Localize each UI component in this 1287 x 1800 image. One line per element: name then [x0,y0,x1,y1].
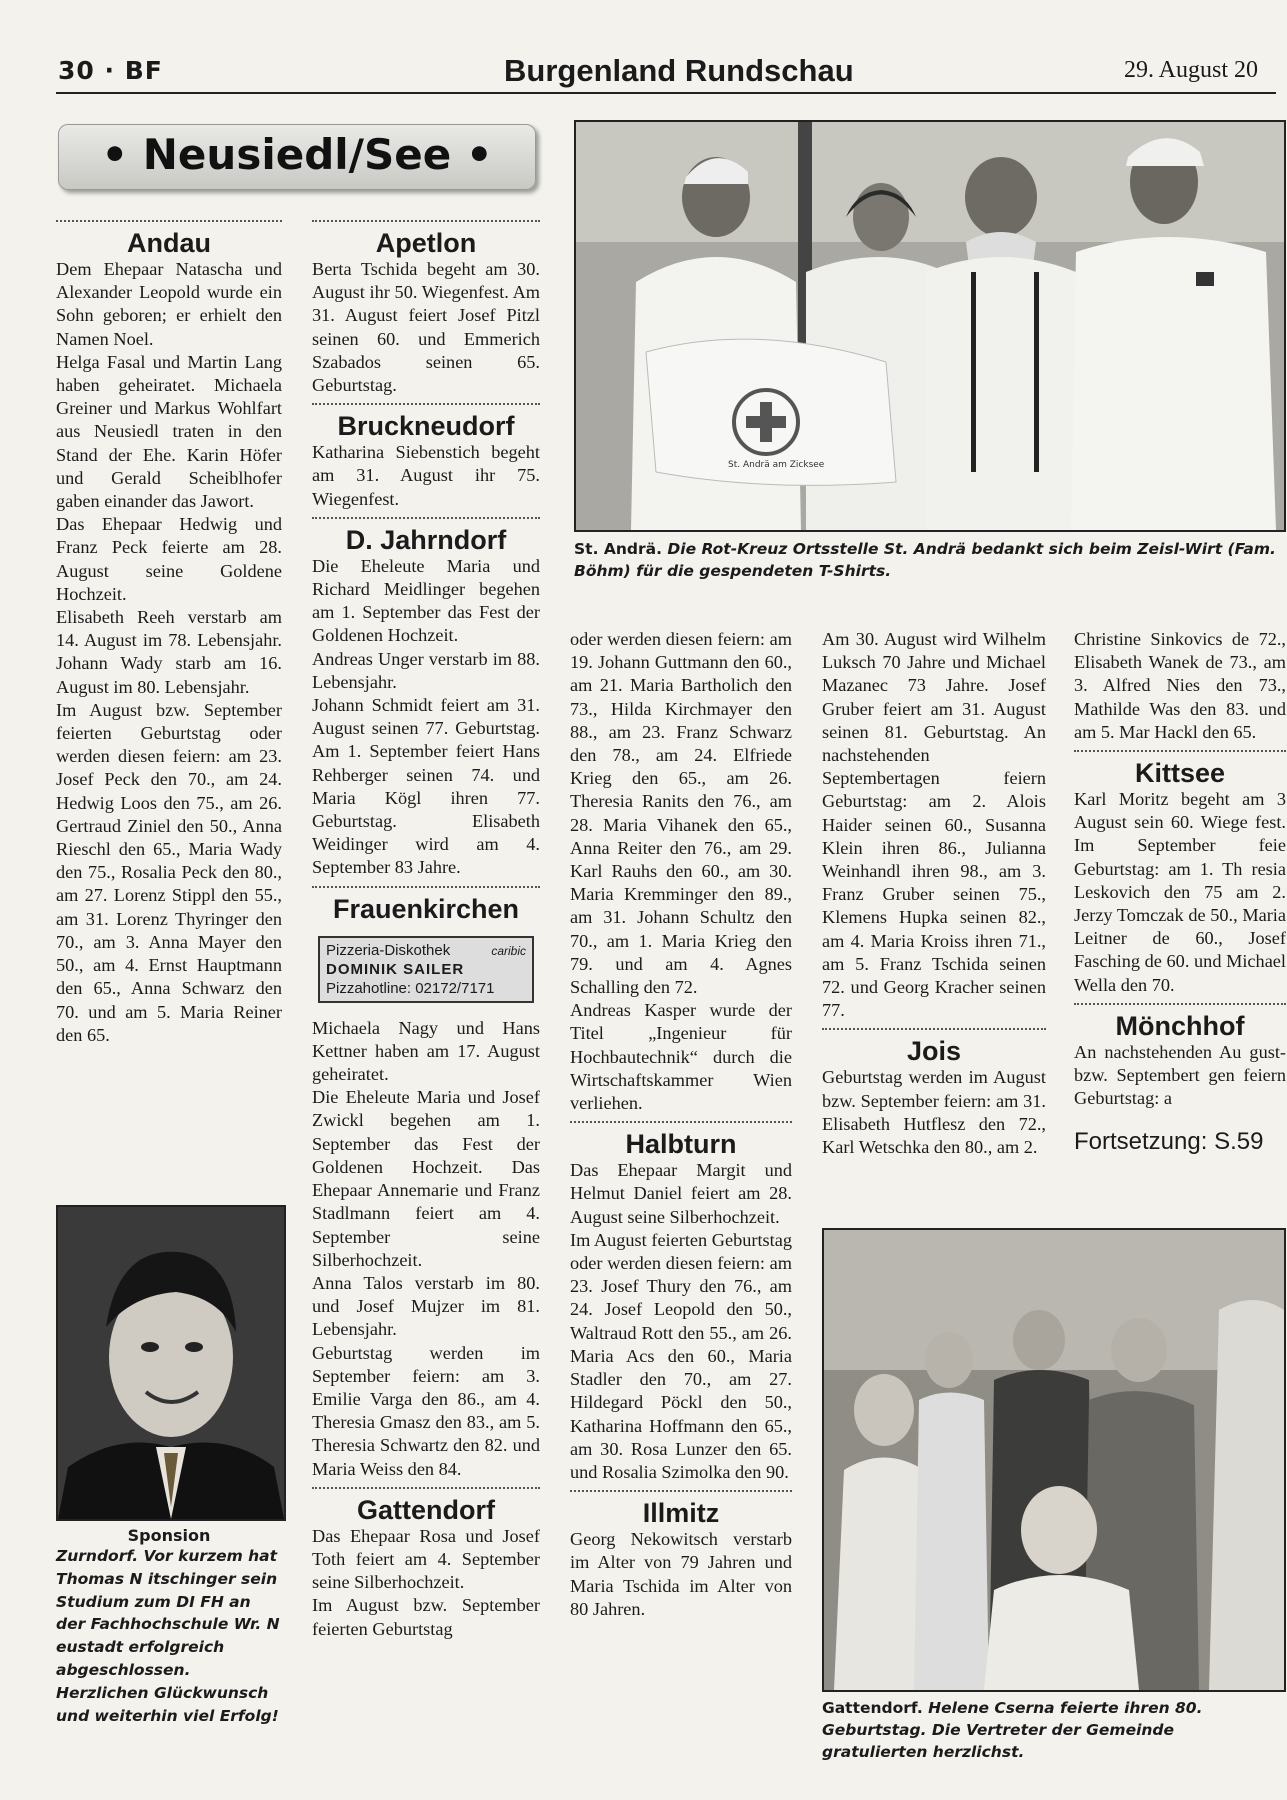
red-cross-photo [574,120,1286,532]
section-illmitz-heading: Illmitz [570,1490,792,1528]
continuation-note: Fortsetzung: S.59 [1074,1128,1264,1156]
column-2 [312,214,540,1641]
caption-2-text: Helene Cserna feierte ihren 80. Geburtstag. Die Vertreter der Gemeinde gratulierten herzlichst. [822,1699,1203,1761]
section-andau-heading: Andau [56,220,282,258]
sponsion-caption [56,1526,282,1727]
section-frauenkirchen-text: Michaela Nagy und Hans Kettner haben am 17. August geheiratet. Die Eheleute Maria und Josef Zwickl begehen am 1. September das Fest der Goldenen Hochzeit. Das Ehepaar Annemarie und Franz Stadlmann feiert am 4. September seine Silberhochzeit. Anna Talos verstarb im 80. und Josef Mujzer im 81. Lebensjahr. Geburtstag werden im September feiern: am 3. Emilie Varga den 86., am 4. Theresia Gmasz den 83., am 5. Theresia Schwartz den 82. und Maria Weiss den 84. [312,1017,540,1479]
region-banner: • Neusiedl/See • [58,124,536,190]
section-jahrndorf-text: Die Eheleute Maria und Richard Meidlinger begehen am 1. September das Fest der Goldenen Hochzeit. Andreas Unger verstarb im 88. Lebensjahr. Johann Schmidt feiert am 31. August seinen 77. Geburtstag. Am 1. September feiert Hans Rehberger seinen 74. und Maria Kögl ihren 77. Geburtstag. Elisabeth Weidinger wird am 4. September 83 Jahre. [312,555,540,878]
group-photo-image [576,122,1284,530]
sponsion-photo [56,1205,286,1521]
caption-1-place: St. Andrä. [574,540,662,558]
col3-continued-text: oder werden diesen feiern: am 19. Johann Guttmann den 60., am 21. Maria Bartholich den 73., Hilda Kirchmayer den 88., am 23. Franz Schwarz den 78., am 24. Elfriede Krieg den 65., am 26. Theresia Ranits den 76., am 28. Maria Vihanek den 65., Anna Reiter den 76., am 29. Karl Rauhs den 60., am 30. Maria Kremminger den 89., am 31. Johann Schultz den 70., am 1. Maria Krieg den 79. und am 4. Agnes Schalling den 72. Andreas Kasper wurde der Titel „Ingenieur für Hochbautechnik“ durch die Wirtschaftskammer Wien verliehen. [570,629,792,1114]
section-frauenkirchen-heading: Frauenkirchen [312,886,540,924]
section-jois-text: Geburtstag werden im August bzw. September feiern: am 31. Elisabeth Hutflesz den 72., Karl Wetschka den 80., am 2. [822,1067,1046,1158]
section-illmitz-text: Georg Nekowitsch verstarb im Alter von 79 Jahren und Maria Tschida im Alter von 80 Jahren. [570,1529,792,1619]
page-header [56,50,1276,94]
advertisement [318,936,534,1003]
section-jahrndorf-heading: D. Jahrndorf [312,517,540,555]
section-apetlon-heading: Apetlon [312,220,540,258]
ad-logo: caribic [491,943,526,958]
caption-1-text: Die Rot-Kreuz Ortsstelle St. Andrä bedankt sich beim Zeisl-Wirt (Fam. Böhm) für die gespendeten T-Shirts. [574,540,1276,580]
photo-caption-2 [822,1697,1282,1763]
section-andau-text: Dem Ehepaar Natascha und Alexander Leopold wurde ein Sohn geboren; er erhielt den Namen Noel. Helga Fasal und Martin Lang haben geheiratet. Michaela Greiner und Markus Wohlfart aus Neusiedl traten in den Stand der Ehe. Karin Höfer und Gerald Scheiblhofer gaben einander das Jawort. Das Ehepaar Hedwig und Franz Peck feierte am 28. August seine Goldene Hochzeit. Elisabeth Reeh verstarb am 14. August im 78. Lebensjahr. Johann Wady starb am 16. August im 80. Lebensjahr. Im August bzw. September feierten Geburtstag oder werden diesen feiern: am 23. Josef Peck den 70., am 24. Hedwig Loos den 75., am 26. Gertraud Ziniel den 50., Anna Rieschl den 65., Maria Wady den 75., Rosalia Peck den 80., am 27. Lorenz Stippl den 55., am 31. Lorenz Thyringer den 70., am 3. Anna Mayer den 50., am 4. Ernst Hauptmann den 65., Anna Schwarz den 70. und am 5. Maria Reiner den 65. [56,259,282,1045]
section-gattendorf-text: Das Ehepaar Rosa und Josef Toth feiert am 4. September seine Silberhochzeit. Im August bzw. September feierten Geburtstag [312,1525,540,1639]
caption-2-place: Gattendorf. [822,1699,923,1717]
ad-line-3: Pizzahotline: 02172/7171 [326,979,495,997]
sponsion-text: Zurndorf. Vor kurzem hat Thomas N itschinger sein Studium zum DI FH an der Fachhochschule Wr. N eustadt erfolgreich abgeschlossen. Herzlichen Glückwunsch und weiterhin viel Erfolg! [56,1547,280,1725]
section-halbturn-text: Das Ehepaar Margit und Helmut Daniel feiert am 28. August seine Silberhochzeit. Im August feierten Geburtstag oder werden diesen feiern: am 23. Josef Thury den 76., am 24. Josef Leopold den 50., Waltraud Rott den 55., am 26. Maria Acs den 60., Maria Stadler den 70., am 27. Hildegard Pöckl den 50., Katharina Hoffmann den 65., am 30. Rosa Lunzer den 65. und Rosalia Szimolka den 90. [570,1160,792,1482]
section-apetlon-text: Berta Tschida begeht am 30. August ihr 50. Wiegenfest. Am 31. August feiert Josef Pitzl seinen 60. und Emmerich Szabados seinen 65. Geburtstag. [312,259,540,396]
column-5 [1074,628,1286,1156]
section-bruckneudorf-text: Katharina Siebenstich begeht am 31. August ihr 75. Wiegenfest. [312,442,540,509]
section-moenchhof-text: An nachstehenden Au gust- bzw. Septembert gen feiern Geburtstag: a [1074,1041,1286,1109]
section-kittsee-text: Karl Moritz begeht am 3 August sein 60. Wiege fest. Im September feie Geburtstag: am 1. Th resia Leskovich den 75 am 2. Jerzy Tomczak de 50., Maria Leitner de 60., Josef Fasching de 60. und Michael Wella den 70. [1074,789,1286,995]
birthday-photo-image [824,1230,1284,1690]
col5-continued-text: Christine Sinkovics de 72., Elisabeth Wanek de 73., am 3. Alfred Nies den 73., Mathilde Was den 83. und am 5. Mar Hackl den 65. [1074,629,1286,742]
section-halbturn-heading: Halbturn [570,1121,792,1159]
section-bruckneudorf-heading: Bruckneudorf [312,403,540,441]
sponsion-title: Sponsion [127,1526,211,1545]
shirt-text: St. Andrä am Zicksee [728,460,825,470]
masthead: Burgenland Rundschau [504,53,854,88]
section-gattendorf-heading: Gattendorf [312,1487,540,1525]
portrait-image [58,1207,284,1519]
section-kittsee-heading: Kittsee [1074,750,1286,788]
section-jois-heading: Jois [822,1028,1046,1066]
ad-line-2: DOMINIK SAILER [326,960,465,978]
page-number: 30 · BF [58,56,163,85]
column-3 [570,628,792,1621]
col4-continued-text: Am 30. August wird Wilhelm Luksch 70 Jahre und Michael Mazanec 73 Jahre. Josef Gruber feiert am 31. August seinen 81. Geburtstag. An nachstehenden Septembertagen feiern Geburtstag: am 2. Alois Haider seinen 60., Susanna Klein ihren 86., Julianna Weinhandl ihren 98., am 3. Franz Gruber seinen 75., Klemens Hupka seinen 82., am 4. Maria Kroiss ihren 71., am 5. Franz Tschida seinen 72. und Georg Kracher seinen 77. [822,629,1046,1021]
photo-caption-1 [574,538,1282,582]
ad-line-1: Pizzeria-Diskothek [326,941,451,959]
column-4 [822,628,1046,1159]
section-moenchhof-heading: Mönchhof [1074,1003,1286,1041]
column-1 [56,214,282,1047]
issue-date: 29. August 20 [1124,57,1259,83]
gattendorf-photo [822,1228,1286,1692]
